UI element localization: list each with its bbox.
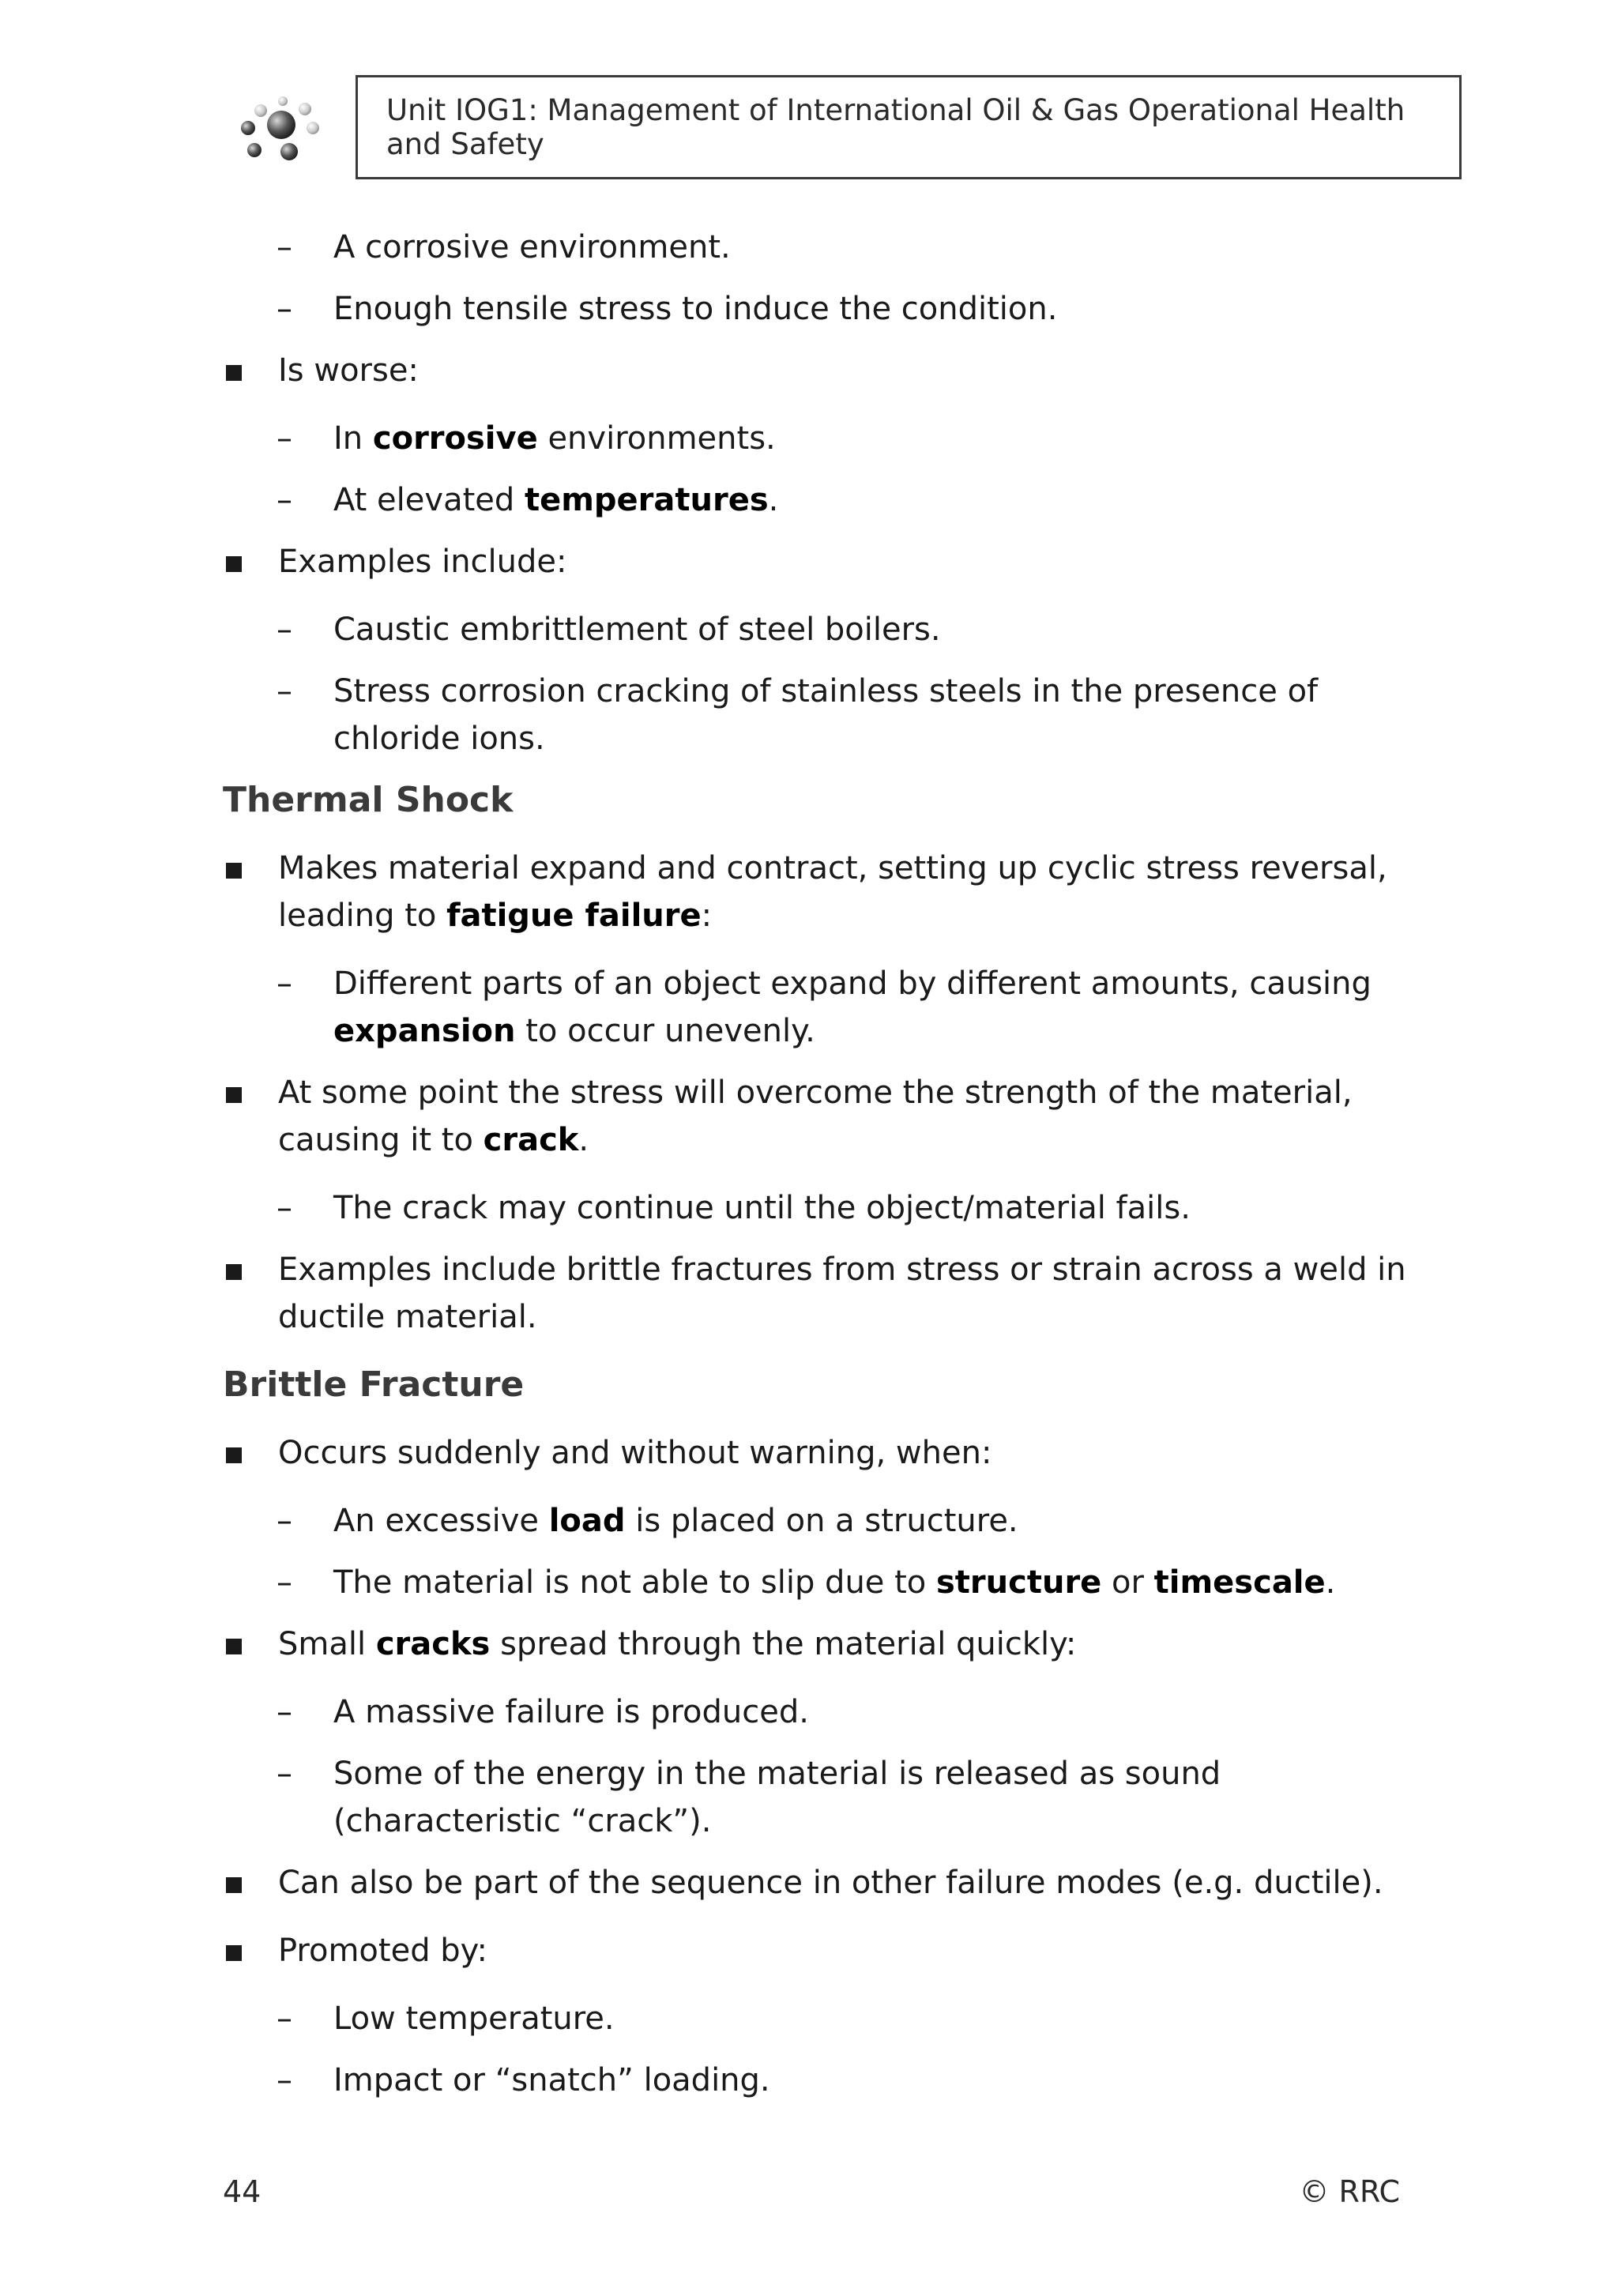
text-run: In (333, 420, 373, 457)
bullet-item (223, 1927, 1408, 1974)
square-bullet-icon (226, 1945, 242, 1961)
page-number: 44 (223, 2174, 262, 2209)
section-heading (223, 1361, 1408, 1409)
header-title: Unit IOG1: Management of International Oil & Gas Operational Health and Safety (386, 93, 1405, 161)
square-bullet-icon (226, 1264, 242, 1280)
text-run: Occurs suddenly and without warning, when: (278, 1435, 992, 1471)
bullet-item (223, 845, 1408, 939)
dash-bullet-icon: – (277, 612, 292, 648)
text-run: Small (278, 1626, 376, 1662)
emphasis-text: cracks (375, 1626, 491, 1662)
square-bullet-icon (226, 365, 242, 381)
bullet-item (223, 1859, 1408, 1906)
text-run: Different parts of an object expand by different amounts, causing (333, 965, 1372, 1002)
text-run: . (1325, 1564, 1336, 1601)
text-run: Stress corrosion cracking of stainless steels in the presence of chloride ions. (333, 673, 1319, 757)
square-bullet-icon (226, 863, 242, 879)
text-run: Promoted by: (278, 1933, 487, 1969)
text-run: A massive failure is produced. (333, 1694, 809, 1730)
emphasis-text: crack (483, 1122, 579, 1158)
sub-bullet-item (223, 1750, 1408, 1845)
text-run: Makes material expand and contract, setting up cyclic stress reversal, leading to (278, 850, 1387, 934)
bullet-item (223, 1620, 1408, 1668)
header-box (356, 75, 1462, 179)
text-run: Examples include brittle fractures from stress or strain across a weld in ductile material. (278, 1252, 1406, 1335)
text-run: Some of the energy in the material is released as sound (characteristic “crack”). (333, 1756, 1221, 1839)
text-run: Brittle Fracture (223, 1364, 525, 1405)
section-heading (223, 777, 1408, 824)
square-bullet-icon (226, 1639, 242, 1654)
text-run: A corrosive environment. (333, 229, 731, 265)
text-run: Impact or “snatch” loading. (333, 2062, 770, 2098)
emphasis-text: temperatures (524, 482, 769, 518)
text-run: Low temperature. (333, 2001, 615, 2037)
dash-bullet-icon: – (277, 1564, 292, 1601)
dash-bullet-icon: – (277, 1503, 292, 1539)
sub-bullet-item (223, 1995, 1408, 2042)
emphasis-text: expansion (333, 1013, 516, 1049)
dash-bullet-icon: – (277, 1694, 292, 1730)
dash-bullet-icon: – (277, 1756, 292, 1792)
bullet-item (223, 1429, 1408, 1477)
sub-bullet-item (223, 1688, 1408, 1736)
text-run: Enough tensile stress to induce the condition. (333, 291, 1058, 327)
page-content (223, 224, 1408, 2118)
text-run: The material is not able to slip due to (333, 1564, 936, 1601)
page-footer (223, 2174, 1400, 2209)
text-run: or (1101, 1564, 1154, 1601)
dash-bullet-icon: – (277, 965, 292, 1002)
sub-bullet-item (223, 476, 1408, 524)
dash-bullet-icon: – (277, 291, 292, 327)
sub-bullet-item (223, 1184, 1408, 1232)
square-bullet-icon (226, 1087, 242, 1103)
emphasis-text: structure (936, 1564, 1102, 1601)
bullet-item (223, 1069, 1408, 1164)
dash-bullet-icon: – (277, 2062, 292, 2098)
text-run: An excessive (333, 1503, 549, 1539)
text-run: is placed on a structure. (625, 1503, 1018, 1539)
sub-bullet-item (223, 415, 1408, 462)
sub-bullet-item (223, 668, 1408, 762)
text-run: environments. (537, 420, 776, 457)
dash-bullet-icon: – (277, 1190, 292, 1226)
bullet-item (223, 1246, 1408, 1341)
text-run: Caustic embrittlement of steel boilers. (333, 612, 941, 648)
sub-bullet-item (223, 2057, 1408, 2104)
dash-bullet-icon: – (277, 2001, 292, 2037)
text-run: : (701, 898, 713, 934)
text-run: Is worse: (278, 352, 419, 389)
dash-bullet-icon: – (277, 673, 292, 710)
sub-bullet-item (223, 1497, 1408, 1545)
square-bullet-icon (226, 1447, 242, 1463)
emphasis-text: fatigue failure (446, 898, 702, 934)
text-run: spread through the material quickly: (490, 1626, 1077, 1662)
text-run: to occur unevenly. (515, 1013, 815, 1049)
text-run: Can also be part of the sequence in other failure modes (e.g. ductile). (278, 1865, 1383, 1901)
sub-bullet-item (223, 224, 1408, 271)
text-run: The crack may continue until the object/material fails. (333, 1190, 1191, 1226)
emphasis-text: timescale (1153, 1564, 1326, 1601)
sub-bullet-item (223, 1559, 1408, 1606)
dash-bullet-icon: – (277, 482, 292, 518)
bullet-item (223, 538, 1408, 585)
dash-bullet-icon: – (277, 420, 292, 457)
sub-bullet-item (223, 606, 1408, 653)
text-run: At elevated (333, 482, 525, 518)
square-bullet-icon (226, 1877, 242, 1893)
dash-bullet-icon: – (277, 229, 292, 265)
text-run: . (578, 1122, 589, 1158)
sub-bullet-item (223, 960, 1408, 1055)
bullet-item (223, 347, 1408, 394)
text-run: . (768, 482, 779, 518)
emphasis-text: corrosive (372, 420, 538, 457)
text-run: Examples include: (278, 544, 567, 580)
sub-bullet-item (223, 285, 1408, 333)
square-bullet-icon (226, 556, 242, 572)
copyright: © RRC (1299, 2174, 1400, 2209)
text-run: At some point the stress will overcome the strength of the material, causing it to (278, 1075, 1353, 1158)
text-run: Thermal Shock (223, 780, 514, 820)
emphasis-text: load (548, 1503, 626, 1539)
molecule-cluster-icon (237, 93, 325, 166)
